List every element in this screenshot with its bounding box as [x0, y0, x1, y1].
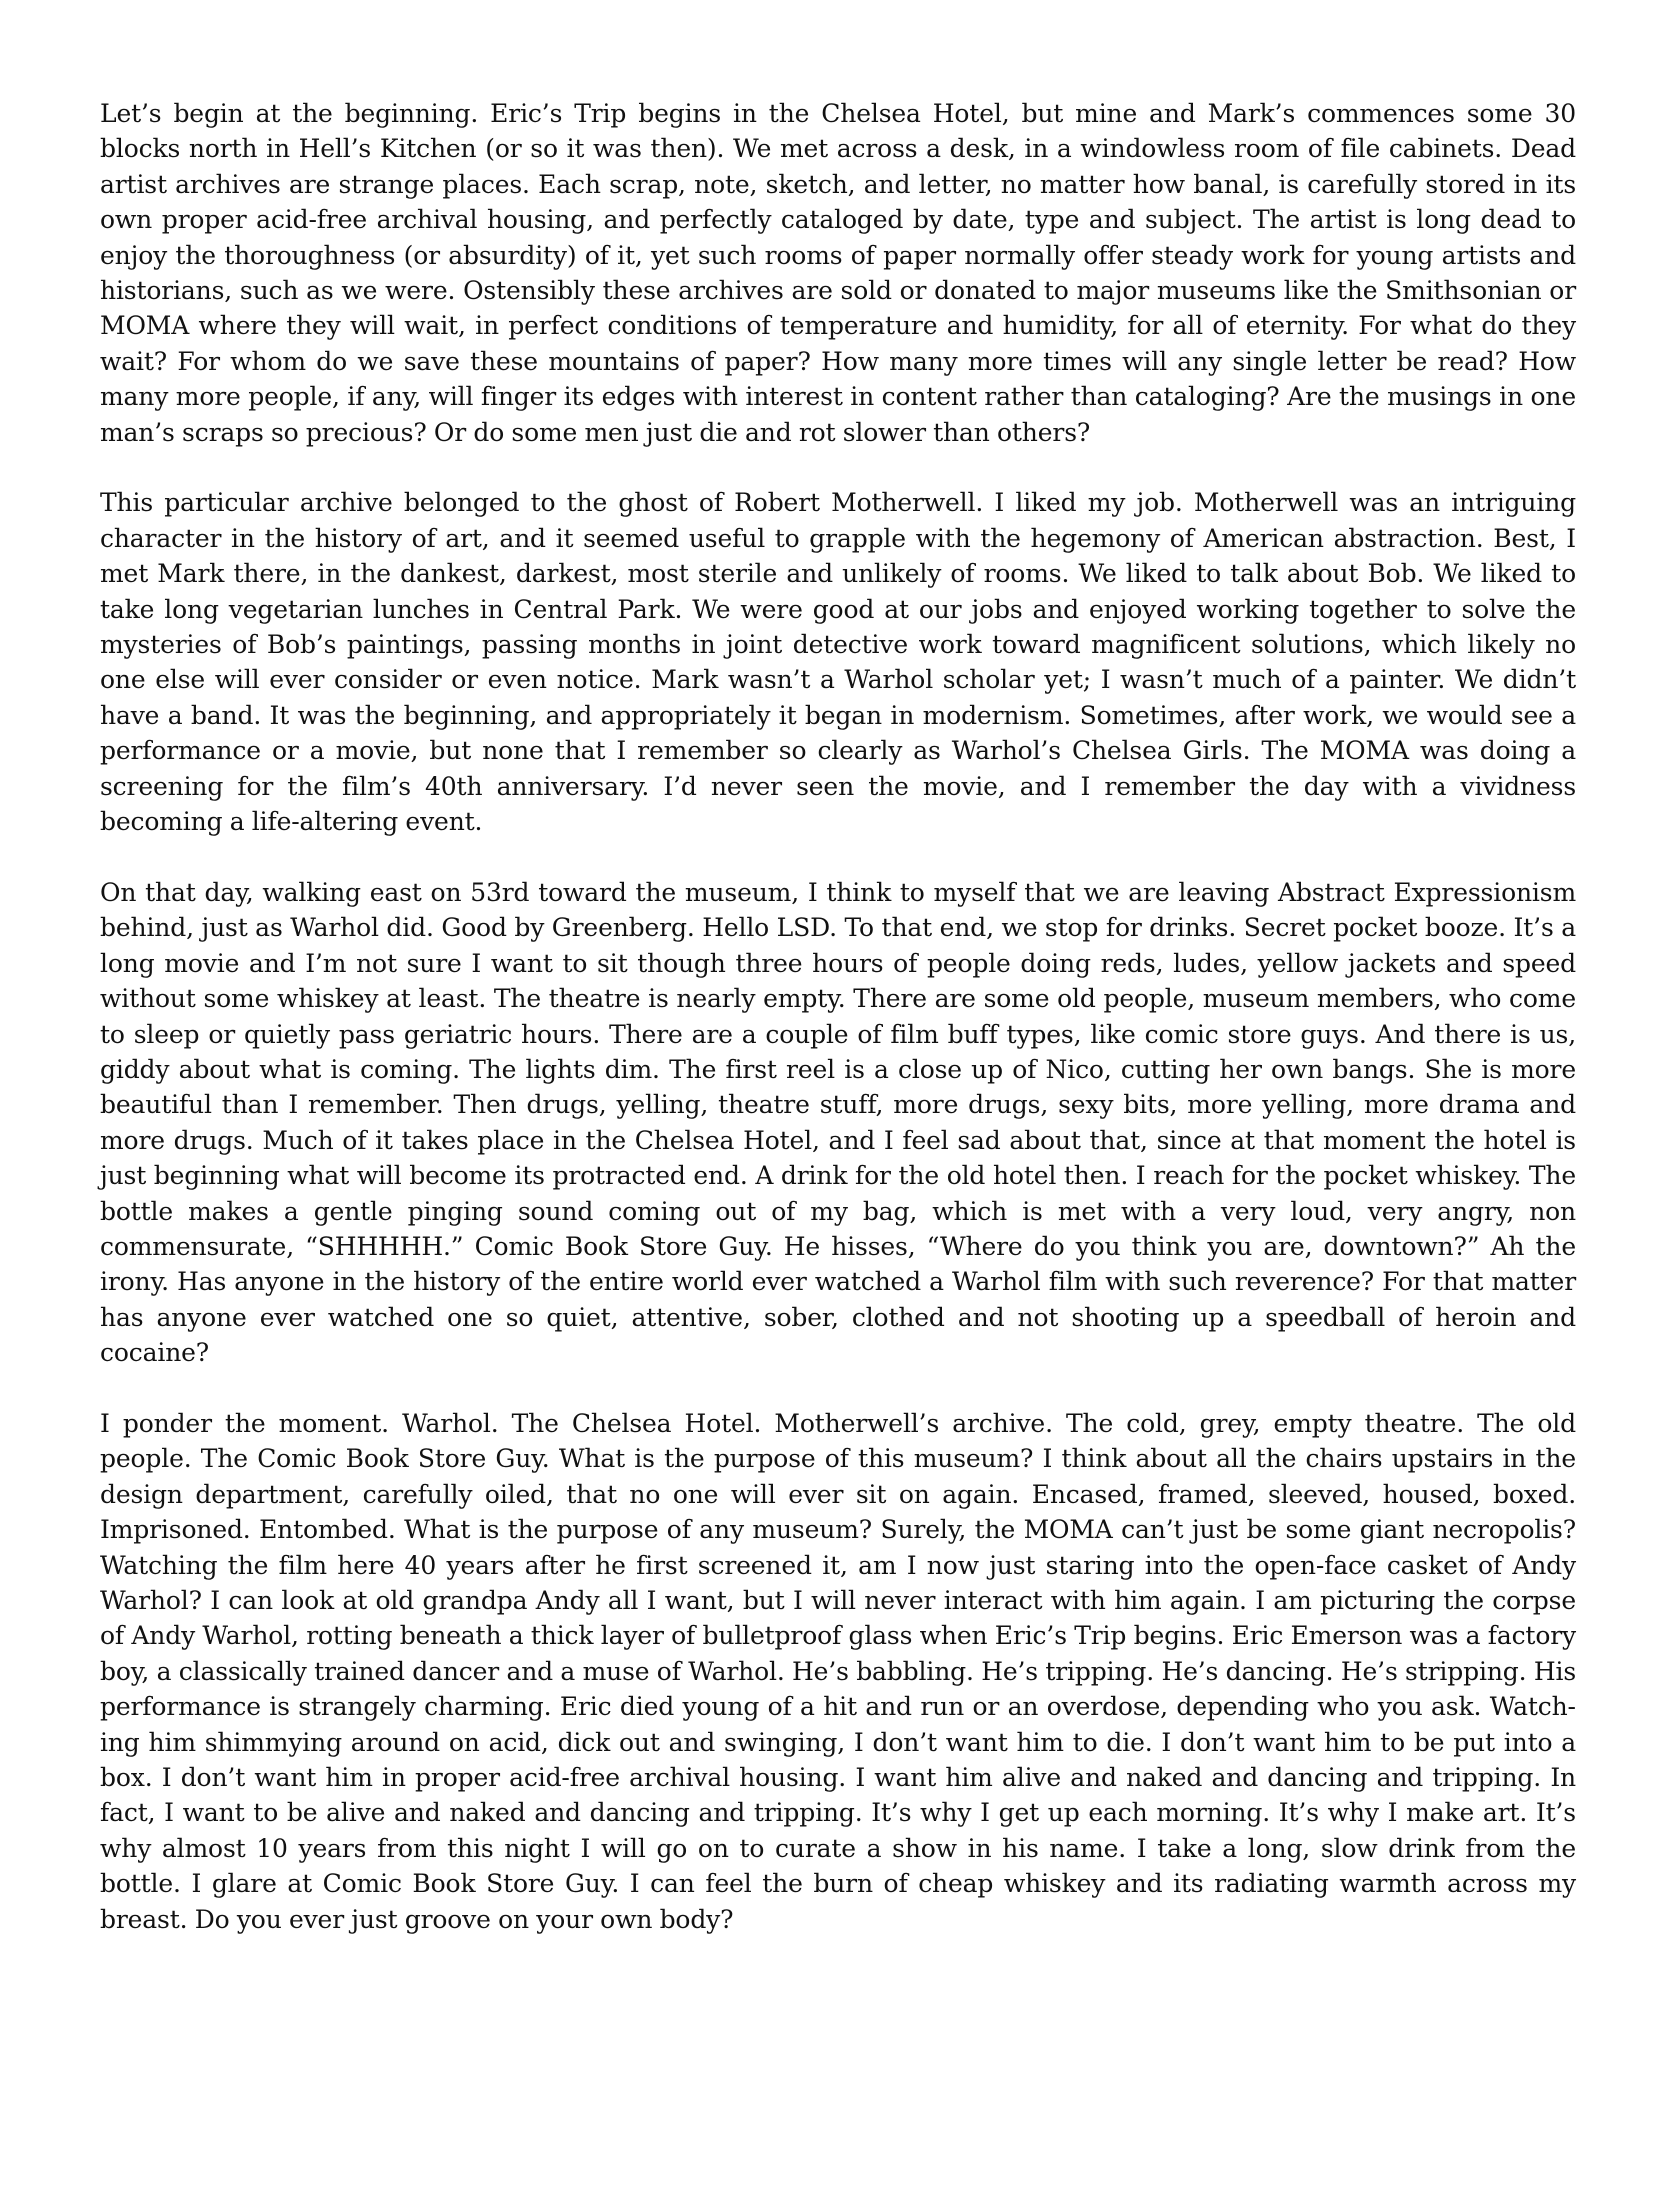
paragraph-screening: On that day, walking east on 53rd toward the museum, I think to myself that we are leaving Abstract Expressionism behind, just as Warhol did. Good by Greenberg. Hello LSD. To that end, we stop for drinks. Secret pocket booze. It’s a long movie and I’m not sure I want to sit though three hours of people doing reds, ludes, yellow jackets and speed without some whiskey at least. The theatre is nearly empty. There are some old people, museum members, who come to sleep or quietly pass geriatric hours. There are a couple of film buff types, like comic store guys. And there is us, giddy about what is coming. The lights dim. The first reel is a close up of Nico, cutting her own bangs. She is more beautiful than I remember. Then drugs, yelling, theatre stuff, more drugs, sexy bits, more yelling, more drama and more drugs. Much of it takes place in the Chelsea Hotel, and I feel sad about that, since at that moment the hotel is just beginning what will become its protracted end. A drink for the old hotel then. I reach for the pocket whiskey. The bottle makes a gentle pinging sound coming out of my bag, which is met with a very loud, very angry, non commensurate, “SHHHHH.” Comic Book Store Guy. He hisses, “Where do you think you are, downtown?” Ah the irony. Has anyone in the history of the entire world ever watched a Warhol film with such reverence? For that matter has anyone ever watched one so quiet, attentive, sober, clothed and not shooting up a speedball of heroin and cocaine?: [100, 877, 1576, 1368]
paragraph-motherwell: This particular archive belonged to the ghost of Robert Motherwell. I liked my job. Motherwell was an intriguing character in the history of art, and it seemed useful to grapple with the hegemony of American abstraction. Best, I met Mark there, in the dankest, darkest, most sterile and unlikely of rooms. We liked to talk about Bob. We liked to take long vegetarian lunches in Central Park. We were good at our jobs and enjoyed working together to solve the mysteries of Bob’s paintings, passing months in joint detective work toward magnificent solutions, which likely no one else will ever consider or even notice. Mark wasn’t a Warhol scholar yet; I wasn’t much of a painter. We didn’t have a band. It was the beginning, and appropriately it began in modernism. Sometimes, after work, we would see a performance or a movie, but none that I remember so clearly as Warhol’s Chelsea Girls. The MOMA was doing a screening for the film’s 40th anniversary. I’d never seen the movie, and I remember the day with a vividness becoming a life-altering event.: [100, 488, 1576, 837]
document-body: [100, 96, 1576, 1937]
paragraph-archive-intro: Let’s begin at the beginning. Eric’s Trip begins in the Chelsea Hotel, but mine and Mark’s commences some 30 blocks north in Hell’s Kitchen (or so it was then). We met across a desk, in a windowless room of file cabinets. Dead artist archives are strange places. Each scrap, note, sketch, and letter, no matter how banal, is carefully stored in its own proper acid-free archival housing, and perfectly cataloged by date, type and subject. The artist is long dead to enjoy the thoroughness (or absurdity) of it, yet such rooms of paper normally offer steady work for young artists and historians, such as we were. Ostensibly these archives are sold or donated to major museums like the Smithsonian or MOMA where they will wait, in perfect conditions of temperature and humidity, for all of eternity. For what do they wait? For whom do we save these mountains of paper? How many more times will any single letter be read? How many more people, if any, will finger its edges with interest in content rather than cataloging? Are the musings in one man’s scraps so precious? Or do some men just die and rot slower than others?: [100, 99, 1576, 447]
paragraph-erics-trip: I ponder the moment. Warhol. The Chelsea Hotel. Motherwell’s archive. The cold, grey, empty theatre. The old people. The Comic Book Store Guy. What is the purpose of this museum? I think about all the chairs upstairs in the design department, carefully oiled, that no one will ever sit on again. Encased, framed, sleeved, housed, boxed. Imprisoned. Entombed. What is the purpose of any museum? Surely, the MOMA can’t just be some giant necropolis? Watching the film here 40 years after he first screened it, am I now just staring into the open-face casket of Andy Warhol? I can look at old grandpa Andy all I want, but I will never interact with him again. I am picturing the corpse of Andy Warhol, rotting beneath a thick layer of bulletproof glass when Eric’s Trip begins. Eric Emerson was a factory boy, a classically trained dancer and a muse of Warhol. He’s babbling. He’s tripping. He’s dancing. He’s stripping. His performance is strangely charming. Eric died young of a hit and run or an overdose, depending who you ask. Watching him shimmying around on acid, dick out and swinging, I don’t want him to die. I don’t want him to be put into a box. I don’t want him in proper acid-free archival housing. I want him alive and naked and dancing and tripping. In fact, I want to be alive and naked and dancing and tripping. It’s why I get up each morning. It’s why I make art. It’s why almost 10 years from this night I will go on to curate a show in his name. I take a long, slow drink from the bottle. I glare at Comic Book Store Guy. I can feel the burn of cheap whiskey and its radiating warmth across my breast. Do you ever just groove on your own body?: [100, 1408, 1576, 1934]
